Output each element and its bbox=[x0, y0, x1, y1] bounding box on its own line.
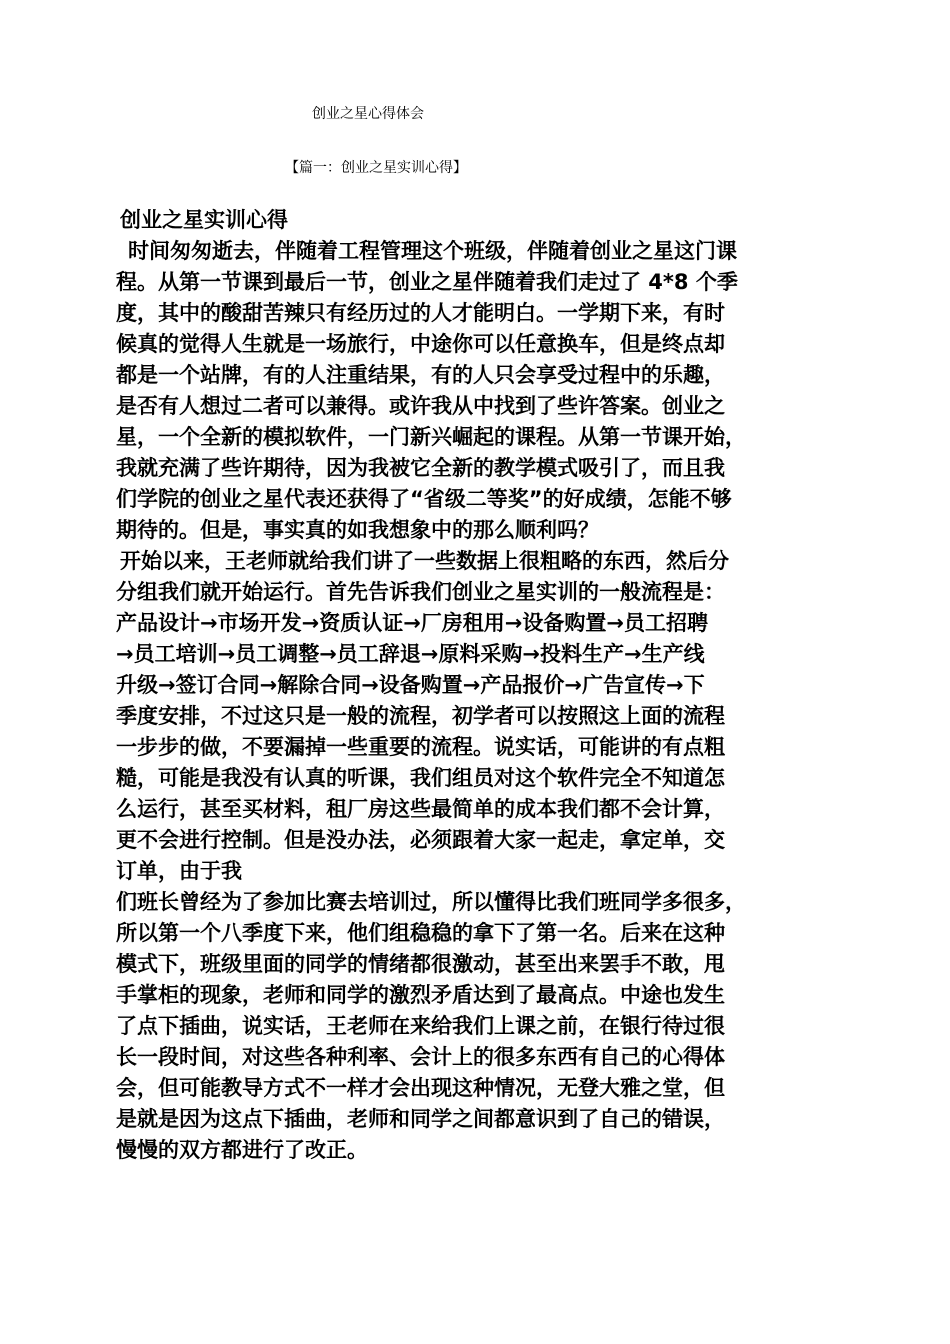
text-line: 们学院的创业之星代表还获得了“省级二等奖”的好成绩，怎能不够 bbox=[116, 487, 732, 511]
text-line: 长一段时间，对这些各种利率、会计上的很多东西有自己的心得体 bbox=[116, 1045, 725, 1069]
text-line: 期待的。但是，事实真的如我想象中的那么顺利吗？ bbox=[116, 518, 599, 542]
text-line: 一步步的做，不要漏掉一些重要的流程。说实话，可能讲的有点粗 bbox=[116, 735, 725, 759]
text-line: 们班长曾经为了参加比赛去培训过，所以懂得比我们班同学多很多， bbox=[116, 890, 746, 914]
text-line: 更不会进行控制。但是没办法，必须跟着大家一起走，拿定单，交 bbox=[116, 828, 725, 852]
text-line: 都是一个站牌，有的人注重结果，有的人只会享受过程中的乐趣， bbox=[116, 363, 725, 387]
text-line: 我就充满了些许期待，因为我被它全新的教学模式吸引了，而且我 bbox=[116, 456, 725, 480]
article-body bbox=[116, 205, 836, 1166]
text-line: 星，一个全新的模拟软件，一门新兴崛起的课程。从第一节课开始， bbox=[116, 425, 746, 449]
text-line: 开始以来，王老师就给我们讲了一些数据上很粗略的东西，然后分 bbox=[120, 549, 729, 573]
text-line: 了点下插曲，说实话，王老师在来给我们上课之前，在银行待过很 bbox=[116, 1014, 725, 1038]
text-line: 候真的觉得人生就是一场旅行，中途你可以任意换车，但是终点却 bbox=[116, 332, 725, 356]
text-line: 时间匆匆逝去，伴随着工程管理这个班级，伴随着创业之星这门课 bbox=[128, 239, 737, 263]
article-title: 创业之星实训心得 bbox=[120, 208, 288, 232]
text-line: 所以第一个八季度下来，他们组稳稳的拿下了第一名。后来在这种 bbox=[116, 921, 725, 945]
document-title: 创业之星心得体会 bbox=[312, 106, 424, 122]
text-line: 季度安排，不过这只是一般的流程，初学者可以按照这上面的流程 bbox=[116, 704, 725, 728]
text-line: 升级→签订合同→解除合同→设备购置→产品报价→广告宣传→下 bbox=[116, 673, 705, 697]
text-line: 是就是因为这点下插曲，老师和同学之间都意识到了自己的错误， bbox=[116, 1107, 725, 1131]
text-line: 么运行，甚至买材料，租厂房这些最简单的成本我们都不会计算， bbox=[116, 797, 725, 821]
text-line: 会，但可能教导方式不一样才会出现这种情况，无登大雅之堂，但 bbox=[116, 1076, 725, 1100]
text-line: 程。从第一节课到最后一节，创业之星伴随着我们走过了 4*8 个季 bbox=[116, 270, 738, 294]
text-line: 订单，由于我 bbox=[116, 859, 242, 883]
text-line: 手掌柜的现象，老师和同学的激烈矛盾达到了最高点。中途也发生 bbox=[116, 983, 725, 1007]
text-line: 慢慢的双方都进行了改正。 bbox=[116, 1138, 368, 1162]
text-line: 产品设计→市场开发→资质认证→厂房租用→设备购置→员工招聘 bbox=[116, 611, 708, 635]
text-line: 是否有人想过二者可以兼得。或许我从中找到了些许答案。创业之 bbox=[116, 394, 725, 418]
text-line: 度，其中的酸甜苦辣只有经历过的人才能明白。一学期下来，有时 bbox=[116, 301, 725, 325]
text-line: 分组我们就开始运行。首先告诉我们创业之星实训的一般流程是： bbox=[116, 580, 725, 604]
text-line: 模式下，班级里面的同学的情绪都很激动，甚至出来罢手不敢，甩 bbox=[116, 952, 725, 976]
text-line: →员工培训→员工调整→员工辞退→原料采购→投料生产→生产线 bbox=[116, 642, 705, 666]
text-line: 糙，可能是我没有认真的听课，我们组员对这个软件完全不知道怎 bbox=[116, 766, 725, 790]
section-heading: 【篇一：创业之星实训心得】 bbox=[285, 160, 467, 176]
